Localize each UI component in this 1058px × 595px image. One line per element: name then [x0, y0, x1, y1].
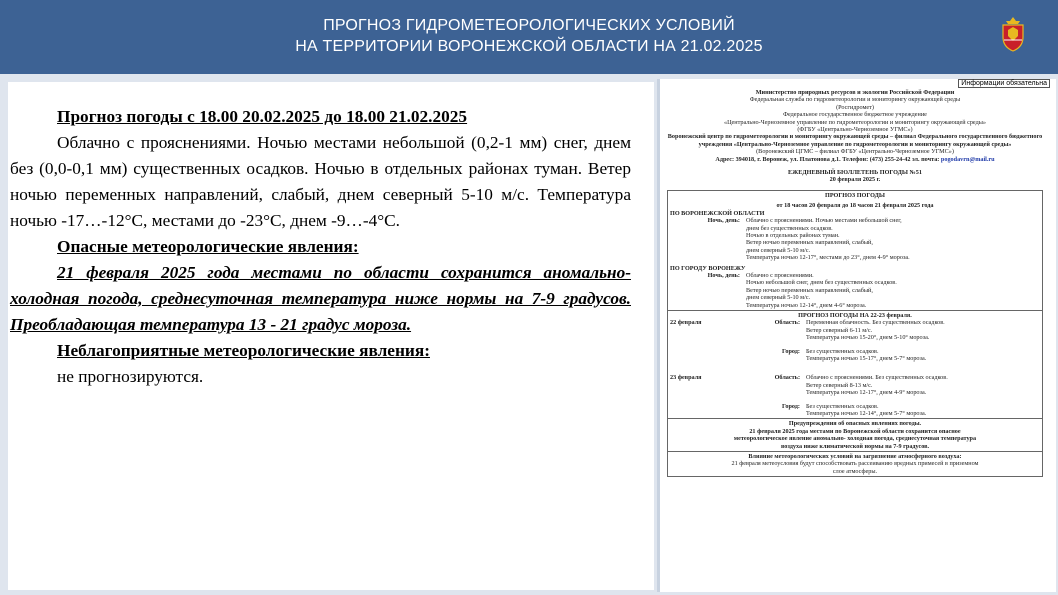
region-line: Ветер ночью переменных направлений, слабый, — [746, 239, 873, 247]
city-label-day: Город: — [781, 402, 800, 410]
day-forecast-oblast — [670, 319, 1040, 341]
email-link[interactable]: pogodavrn@mail.ru — [940, 155, 995, 163]
slide-header — [0, 0, 1058, 74]
org-header — [667, 89, 1043, 163]
influence-title: Влияние метеорологических условий на загрязнение атмосферного воздуха: — [748, 453, 962, 461]
hazard-text: 21 февраля 2025 года местами по области сохранится аномально- холодная погода, среднесуточная температура ниже нормы на 7-9 градусов. Преобладающая температура 13 - 21 градус мороза. — [10, 263, 631, 334]
region-line: днем без существенных осадков. — [746, 224, 833, 232]
oblast-label: Область: — [774, 319, 800, 327]
day-line: Температура ночью 12-14°, днем 5-7° мороза. — [806, 410, 927, 418]
warning-section — [668, 418, 1042, 451]
bulletin-document — [657, 79, 1056, 592]
voronezh-coat-of-arms-icon — [1000, 16, 1026, 52]
warning-line: метеорологическое явление аномально- холодная погода, среднесуточная температура — [733, 435, 977, 443]
city-line: днем северный 5-10 м/с. — [746, 294, 811, 302]
region-forecast — [670, 217, 1040, 261]
header-title-line-1: ПРОГНОЗ ГИДРОМЕТЕОРОЛОГИЧЕСКИХ УСЛОВИЙ — [323, 17, 735, 34]
region-label: ПО ВОРОНЕЖСКОЙ ОБЛАСТИ — [670, 209, 765, 217]
org-line: (ФГБУ «Центрально-Черноземное УГМС») — [797, 126, 913, 134]
day-line: Переменная облачность. Без существенных осадков. — [806, 319, 945, 327]
day-line: Без существенных осадков. — [806, 402, 879, 410]
mandatory-info-note: Информации обязательна — [958, 79, 1050, 88]
city-when: Ночь, день: — [707, 271, 740, 279]
city-label-day: Город: — [781, 347, 800, 355]
adverse-title: Неблагоприятные метеорологические явления: — [57, 341, 430, 360]
region-line: Ночью в отдельных районах туман. — [746, 231, 840, 239]
address-text: Адрес: 394018, г. Воронеж, ул. Платонова д.1. Телефон: (473) 255-24-42 эл. почта: — [715, 155, 940, 163]
day-line: Температура ночью 15-17°, днем 5-7° мороза. — [806, 355, 927, 362]
adverse-text: не прогнозируются. — [57, 367, 204, 386]
region-line: днем северный 5-10 м/с. — [746, 246, 811, 254]
forecast-title: Прогноз погоды с 18.00 20.02.2025 до 18.00 21.02.2025 — [57, 107, 468, 126]
day-line: Ветер северный 8-13 м/с. — [806, 381, 873, 389]
day-forecast-city — [670, 348, 1040, 363]
city-line: Облачно с прояснениями. — [746, 271, 814, 279]
region-line: Облачно с прояснениями. Ночью местами небольшой снег, — [746, 217, 902, 225]
day-line: Температура ночью 12-17°, днем 4-9° мороза. — [806, 389, 927, 397]
org-line: Министерство природных ресурсов и экологии Российской Федерации — [755, 89, 955, 96]
influence-line: 21 февраля метеоусловия будут способствовать рассеиванию вредных примесей в приземном — [731, 460, 979, 468]
oblast-label: Область: — [774, 374, 800, 382]
section2 — [668, 310, 1042, 418]
address-line — [667, 156, 1043, 163]
day-forecast-oblast — [670, 374, 1040, 396]
day-line: Без существенных осадков. — [806, 347, 879, 355]
city-label: ПО ГОРОДУ ВОРОНЕЖУ — [670, 264, 746, 272]
region-when: Ночь, день: — [707, 217, 740, 225]
day-line: Ветер северный 6-11 м/с. — [806, 326, 873, 334]
org-line: «Центрально-Черноземное управление по гидрометеорологии и мониторингу окружающей среды» — [723, 118, 986, 126]
section2-title: ПРОГНОЗ ПОГОДЫ НА 22-23 февраля. — [798, 311, 912, 319]
forecast-text — [10, 104, 631, 390]
org-line: Федеральное государственное бюджетное учреждение — [783, 111, 927, 119]
bulletin-title: ЕЖЕДНЕВНЫЙ БЮЛЛЕТЕНЬ ПОГОДЫ №51 — [788, 169, 922, 177]
day-date: 23 февраля — [670, 374, 702, 382]
warning-title: Предупреждения об опасных явлениях погоды. — [788, 420, 922, 428]
city-forecast — [670, 272, 1040, 309]
org-line: Воронежский центр по гидрометеорологии и мониторингу окружающей среды – филиал Федерального государственного бюджетного учреждения «Центрально-Черноземное управление по гидрометеорологии и мониторингу окружающей среды» — [667, 133, 1043, 148]
org-line: (Росгидромет) — [836, 103, 874, 111]
org-line: (Воронежский ЦГМС – филиал ФГБУ «Центрально-Черноземное УГМС») — [756, 148, 954, 156]
city-line: Температура ночью 12-14°, днем 4-6° мороза. — [746, 301, 867, 309]
influence-section — [668, 451, 1042, 476]
org-line: Федеральная служба по гидрометеорологии и мониторингу окружающей среды — [749, 96, 961, 104]
bulletin-date: 20 февраля 2025 г. — [829, 176, 881, 184]
warning-line: воздуха ниже климатической нормы на 7-9 градусов. — [780, 442, 930, 450]
header-title-line-2: НА ТЕРРИТОРИИ ВОРОНЕЖСКОЙ ОБЛАСТИ НА 21.02.2025 — [295, 38, 763, 55]
section1-period: от 18 часов 20 февраля до 18 часов 21 февраля 2025 года — [776, 202, 934, 210]
day-line: Температура ночью 15-20°, днем 5-10° мороза. — [806, 334, 930, 342]
day-line: Облачно с прояснениями. Без существенных осадков. — [806, 374, 948, 382]
hazard-title: Опасные метеорологические явления: — [57, 237, 359, 256]
bulletin-table — [667, 190, 1043, 477]
influence-line: слое атмосферы. — [832, 467, 878, 475]
city-line: Ветер ночью переменных направлений, слабый, — [746, 286, 873, 294]
region-line: Температура ночью 12-17°, местами до 23°, днем 4-9° мороза. — [746, 254, 910, 262]
section1-title: ПРОГНОЗ ПОГОДЫ — [825, 191, 885, 199]
warning-line: 21 февраля 2025 года местами по Воронежской области сохранится опасное — [749, 427, 961, 435]
city-line: Ночью небольшой снег, днем без существенных осадков. — [746, 279, 897, 287]
forecast-body: Облачно с прояснениями. Ночью местами небольшой (0,2-1 мм) снег, днем без (0,0-0,1 мм) существенных осадков. Ночью в отдельных районах туман. Ветер ночью переменных направлений, слабый, днем северный 5-10 м/с. Температура ночью -17…-12°С, местами до -23°С, днем -9…-4°С. — [10, 133, 631, 230]
day-forecast-city — [670, 403, 1040, 418]
day-date: 22 февраля — [670, 319, 702, 327]
